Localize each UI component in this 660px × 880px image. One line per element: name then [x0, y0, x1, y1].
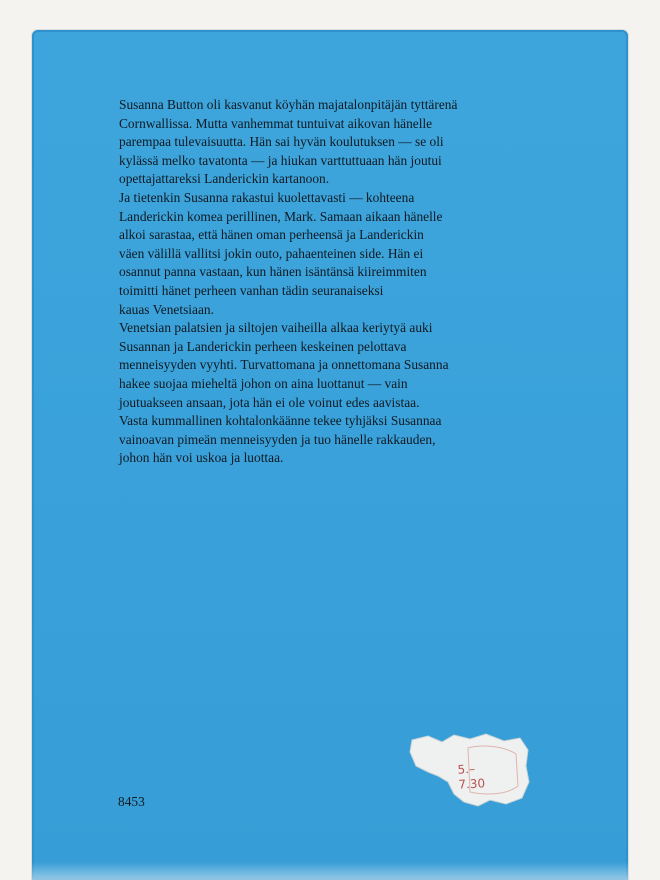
blurb-line: Venetsian palatsien ja siltojen vaiheilla alkaa keriytyä auki [119, 320, 433, 336]
blurb-line: kylässä melko tavatonta — ja hiukan varttuttuaan hän joutui [119, 152, 442, 168]
blurb-line: väen välillä vallitsi jokin outo, pahaenteinen side. Hän ei [119, 245, 424, 261]
blurb-line: opettajattareksi Landerickin kartanoon. [119, 171, 330, 187]
book-back-cover [32, 30, 628, 880]
sticker-line: 5.– [457, 761, 476, 777]
blurb-line: Vasta kummallinen kohtalonkäänne tekee tyhjäksi Susannaa [119, 413, 442, 429]
blurb-line: joutuakseen ansaan, jota hän ei ole voinut edes aavistaa. [119, 394, 420, 410]
blurb-line: vainoavan pimeän menneisyyden ja tuo hänelle rakkauden, [119, 431, 436, 447]
price-sticker-remnant [408, 732, 532, 808]
blurb-line: Cornwallissa. Mutta vanhemmat tuntuivat aikovan hänelle [119, 115, 433, 131]
blurb-line: osannut panna vastaan, kun hänen isäntänsä kiireimmiten [119, 264, 427, 280]
blurb-line: kauas Venetsiaan. [119, 301, 214, 317]
blurb-line: toimitti hänet perheen vanhan tädin seuranaiseksi [119, 282, 384, 298]
blurb-line: johon hän voi uskoa ja luottaa. [119, 450, 284, 466]
sticker-price-text [457, 761, 485, 792]
blurb-line: Susanna Button oli kasvanut köyhän majatalonpitäjän tyttärenä [119, 97, 458, 112]
blurb-line: parempaa tulevaisuutta. Hän sai hyvän koulutuksen — se oli [119, 134, 444, 150]
sticker-line: 7.30 [458, 776, 486, 792]
blurb-line: menneisyyden vyyhti. Turvattomana ja onnettomana Susanna [119, 357, 449, 373]
back-cover-blurb [119, 96, 569, 468]
catalog-number: 8453 [118, 794, 145, 809]
blurb-line: alkoi sarastaa, että hänen oman perheensä ja Landerickin [119, 227, 424, 243]
blurb-line: Ja tietenkin Susanna rakastui kuolettavasti — kohteena [119, 189, 415, 205]
blurb-line: hakee suojaa mieheltä johon on aina luottanut — vain [119, 375, 408, 391]
blurb-line: Landerickin komea perillinen, Mark. Samaan aikaan hänelle [119, 208, 443, 224]
blurb-line: Susannan ja Landerickin perheen keskeinen pelottava [119, 338, 407, 354]
